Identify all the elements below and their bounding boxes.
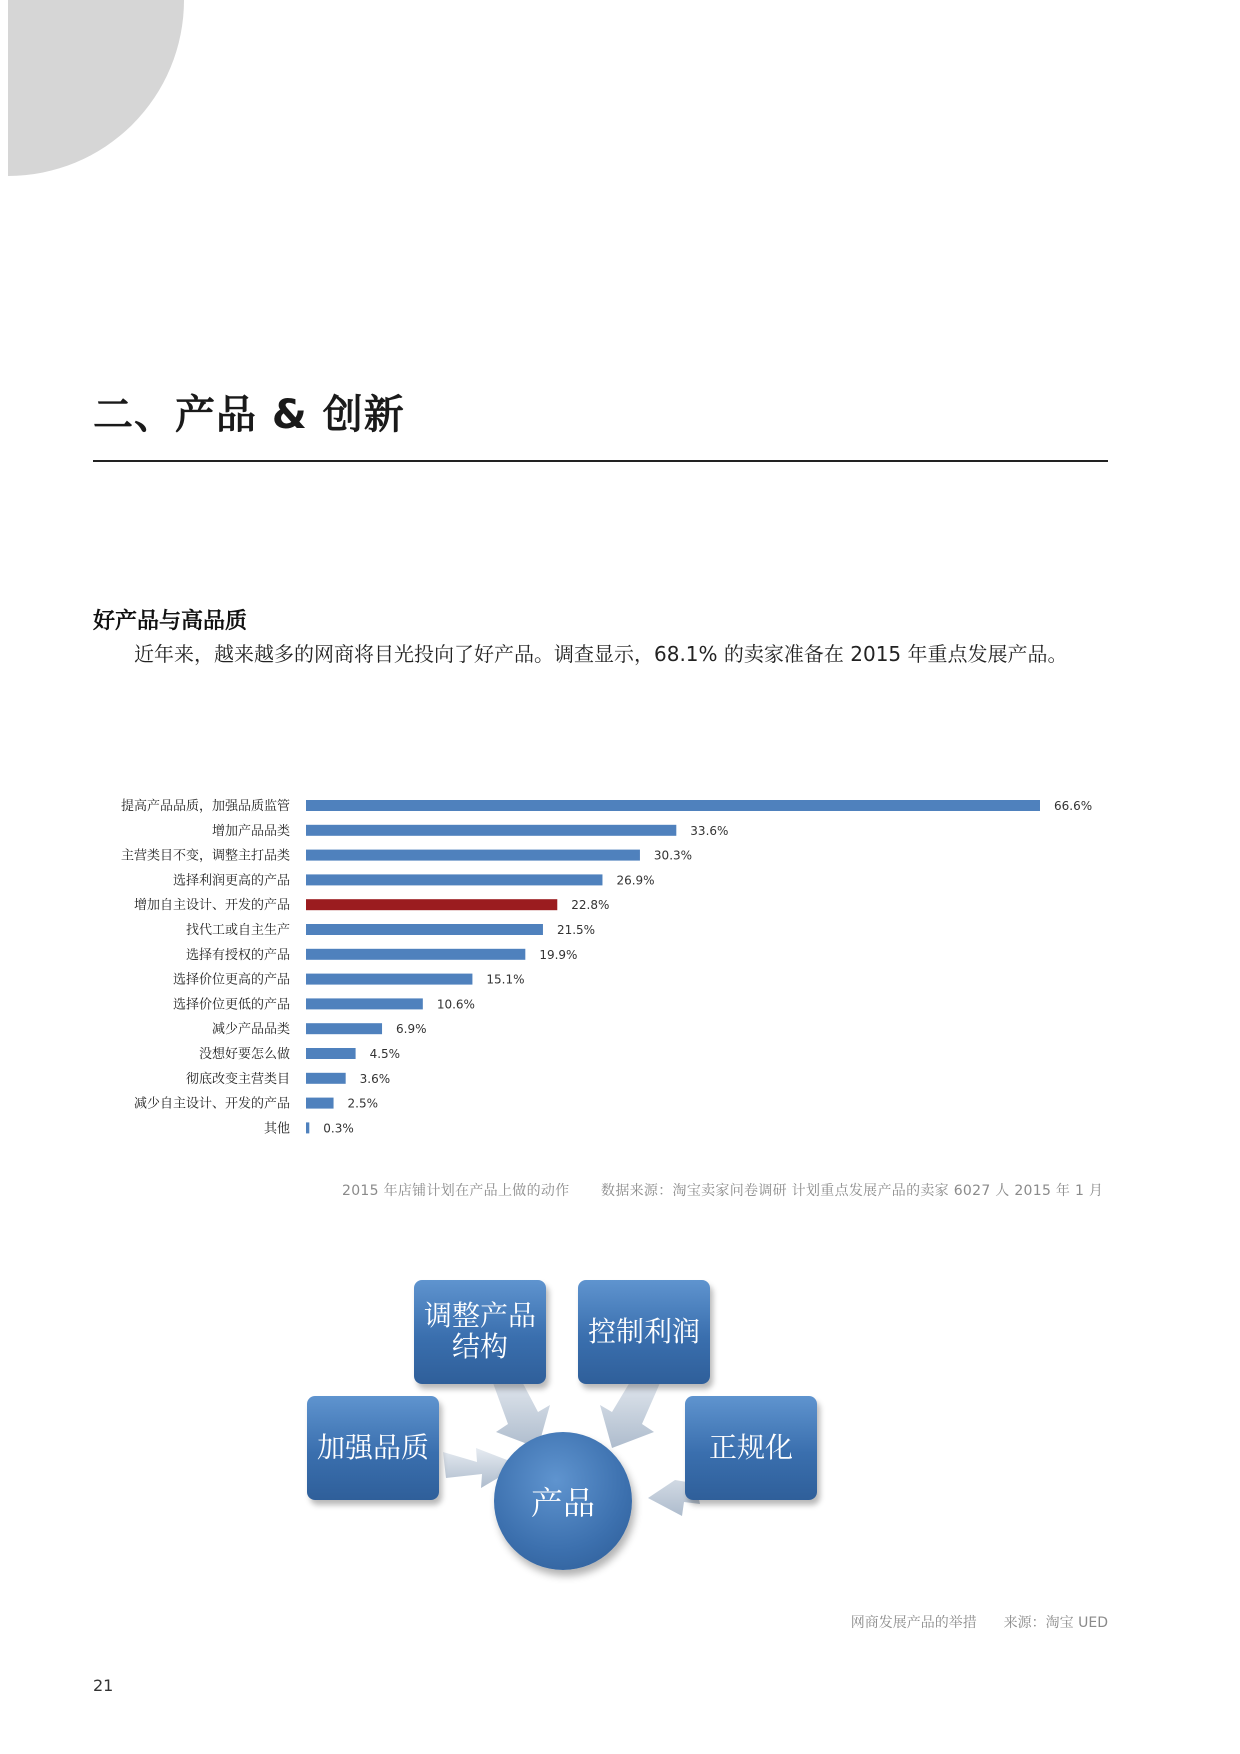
bar-category-label: 增加自主设计、开发的产品 <box>133 898 290 914</box>
bar-value-label: 10.6% <box>436 997 475 1012</box>
bar-category-label: 选择价位更高的产品 <box>172 972 290 988</box>
bar <box>306 1073 346 1084</box>
node-adjust-structure: 调整产品结构 <box>414 1280 546 1384</box>
title-divider <box>93 460 1108 462</box>
corner-decoration <box>8 0 184 176</box>
bar-value-label: 2.5% <box>347 1096 379 1111</box>
page-number: 21 <box>93 1676 114 1695</box>
bar-category-label: 找代工或自主生产 <box>185 923 290 938</box>
bar-value-label: 30.3% <box>653 848 693 863</box>
diagram-caption-source: 来源：淘宝 UED <box>1003 1615 1108 1631</box>
bar <box>306 899 557 910</box>
bar-value-label: 0.3% <box>323 1121 354 1136</box>
bar-value-label: 26.9% <box>616 873 655 888</box>
bar-category-label: 减少自主设计、开发的产品 <box>133 1096 290 1112</box>
bar <box>306 998 423 1009</box>
bar-value-label: 15.1% <box>486 972 525 987</box>
bar-value-label: 6.9% <box>396 1022 427 1037</box>
bar <box>306 1098 334 1109</box>
chart-caption-source: 数据来源：淘宝卖家问卷调研 计划重点发展产品的卖家 6027 人 2015 年 1 月 <box>601 1183 1104 1199</box>
bar-category-label: 彻底改变主营类目 <box>185 1071 290 1087</box>
section-title: 二、产品 & 创新 <box>93 392 405 438</box>
bar-category-label: 选择利润更高的产品 <box>172 873 290 889</box>
bar-value-label: 4.5% <box>369 1047 401 1061</box>
bar-category-label: 提高产品品质，加强品质监管 <box>120 799 290 814</box>
chart-caption <box>342 1180 1108 1200</box>
bar-category-label: 选择有授权的产品 <box>185 947 290 963</box>
bar-value-label: 21.5% <box>556 923 596 937</box>
bar <box>306 1023 382 1034</box>
bar-value-label: 3.6% <box>359 1071 391 1086</box>
bar <box>306 924 543 935</box>
bar <box>306 974 472 985</box>
bar <box>306 1048 356 1059</box>
node-strengthen-quality: 加强品质 <box>307 1396 439 1500</box>
bar-value-label: 66.6% <box>1054 799 1093 813</box>
chart-caption-title: 2015 年店铺计划在产品上做的动作 <box>342 1183 570 1199</box>
corner-quarter-circle <box>8 0 184 176</box>
bar-category-label: 增加产品品类 <box>211 823 290 839</box>
bar <box>306 800 1040 811</box>
bar-category-label: 选择价位更低的产品 <box>172 997 290 1013</box>
diagram-caption <box>780 1612 1108 1632</box>
bar <box>306 825 676 836</box>
diagram-caption-title: 网商发展产品的举措 <box>850 1615 977 1631</box>
node-control-profit: 控制利润 <box>578 1280 710 1384</box>
bar-category-label: 减少产品品类 <box>211 1022 290 1038</box>
bar <box>306 1122 309 1133</box>
bar <box>306 949 525 960</box>
bar-value-label: 19.9% <box>539 947 578 962</box>
bar <box>306 874 602 885</box>
node-product-center: 产品 <box>494 1432 632 1570</box>
intro-paragraph: 近年来，越来越多的网商将目光投向了好产品。调查显示，68.1% 的卖家准备在 2015 年重点发展产品。 <box>134 642 1068 666</box>
bar-category-label: 主营类目不变，调整主打品类 <box>120 848 290 864</box>
bar-value-label: 33.6% <box>690 823 729 838</box>
bar-category-label: 其他 <box>263 1121 290 1137</box>
bar-category-label: 没想好要怎么做 <box>198 1047 290 1062</box>
bar <box>306 850 640 861</box>
bar-value-label: 22.8% <box>571 898 610 913</box>
subsection-title: 好产品与高品质 <box>93 609 248 634</box>
node-standardization: 正规化 <box>685 1396 817 1500</box>
